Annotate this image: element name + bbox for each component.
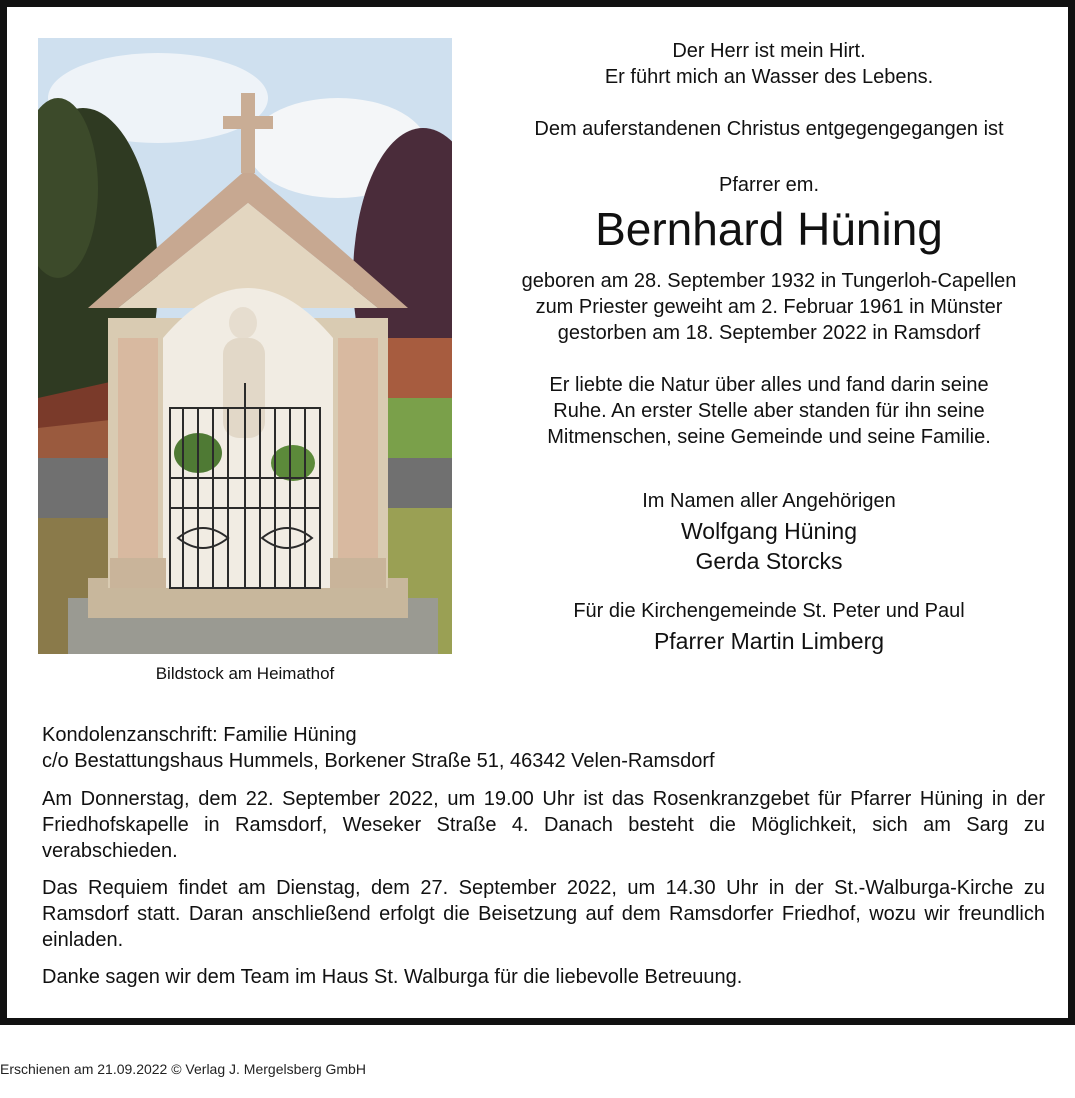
obituary-details <box>42 722 1045 990</box>
mourner-name-1: Wolfgang Hüning <box>680 518 858 544</box>
ordained-line: zum Priester geweiht am 2. Februar 1961 in Münster <box>535 296 1003 318</box>
thanks-notice: Danke sagen wir dem Team im Haus St. Walburga für die liebevolle Betreuung. <box>42 966 743 988</box>
deceased-name: Bernhard Hüning <box>595 203 943 255</box>
publication-footer: Erschienen am 21.09.2022 © Verlag J. Mergelsberg GmbH <box>0 1061 366 1077</box>
wayside-shrine-photo <box>38 38 452 654</box>
died-line: gestorben am 18. September 2022 in Ramsdorf <box>557 322 981 344</box>
tribute-line-1: Er liebte die Natur über alles und fand darin seine <box>549 374 989 396</box>
tribute-line-2: Ruhe. An erster Stelle aber standen für ihn seine <box>553 400 985 422</box>
address-line-1: Kondolenzanschrift: Familie Hüning <box>42 724 357 746</box>
verse-line-2: Er führt mich an Wasser des Lebens. <box>604 66 934 88</box>
shrine-photo <box>38 38 452 654</box>
mourners-intro: Im Namen aller Angehörigen <box>642 490 896 512</box>
address-line-2: c/o Bestattungshaus Hummels, Borkener Straße 51, 46342 Velen-Ramsdorf <box>42 750 715 772</box>
mourner-name-2: Gerda Storcks <box>695 548 843 574</box>
obituary-text <box>488 38 1050 656</box>
parish-intro: Für die Kirchengemeinde St. Peter und Paul <box>573 600 965 622</box>
photo-caption: Bildstock am Heimathof <box>155 664 335 683</box>
deceased-title: Pfarrer em. <box>718 174 820 196</box>
rosary-notice: Am Donnerstag, dem 22. September 2022, um 19.00 Uhr ist das Rosenkranzgebet für Pfarrer Hüning in der Friedhofskapelle in Ramsdorf, Weseker Straße 4. Danach besteht die Möglichkeit, sich am Sarg zu verabschieden. <box>42 788 1045 862</box>
requiem-notice: Das Requiem findet am Dienstag, dem 27. September 2022, um 14.30 Uhr in der St.-Walburga-Kirche zu Ramsdorf statt. Daran anschließend erfolgt die Beisetzung auf dem Ramsdorfer Friedhof, wozu wir freundlich einladen. <box>42 877 1045 951</box>
intro-text: Dem auferstandenen Christus entgegengegangen ist <box>534 118 1004 140</box>
tribute-line-3: Mitmenschen, seine Gemeinde und seine Familie. <box>547 426 991 448</box>
born-line: geboren am 28. September 1932 in Tungerloh-Capellen <box>521 270 1017 292</box>
parish-pastor: Pfarrer Martin Limberg <box>653 628 885 654</box>
verse-line-1: Der Herr ist mein Hirt. <box>672 40 866 62</box>
